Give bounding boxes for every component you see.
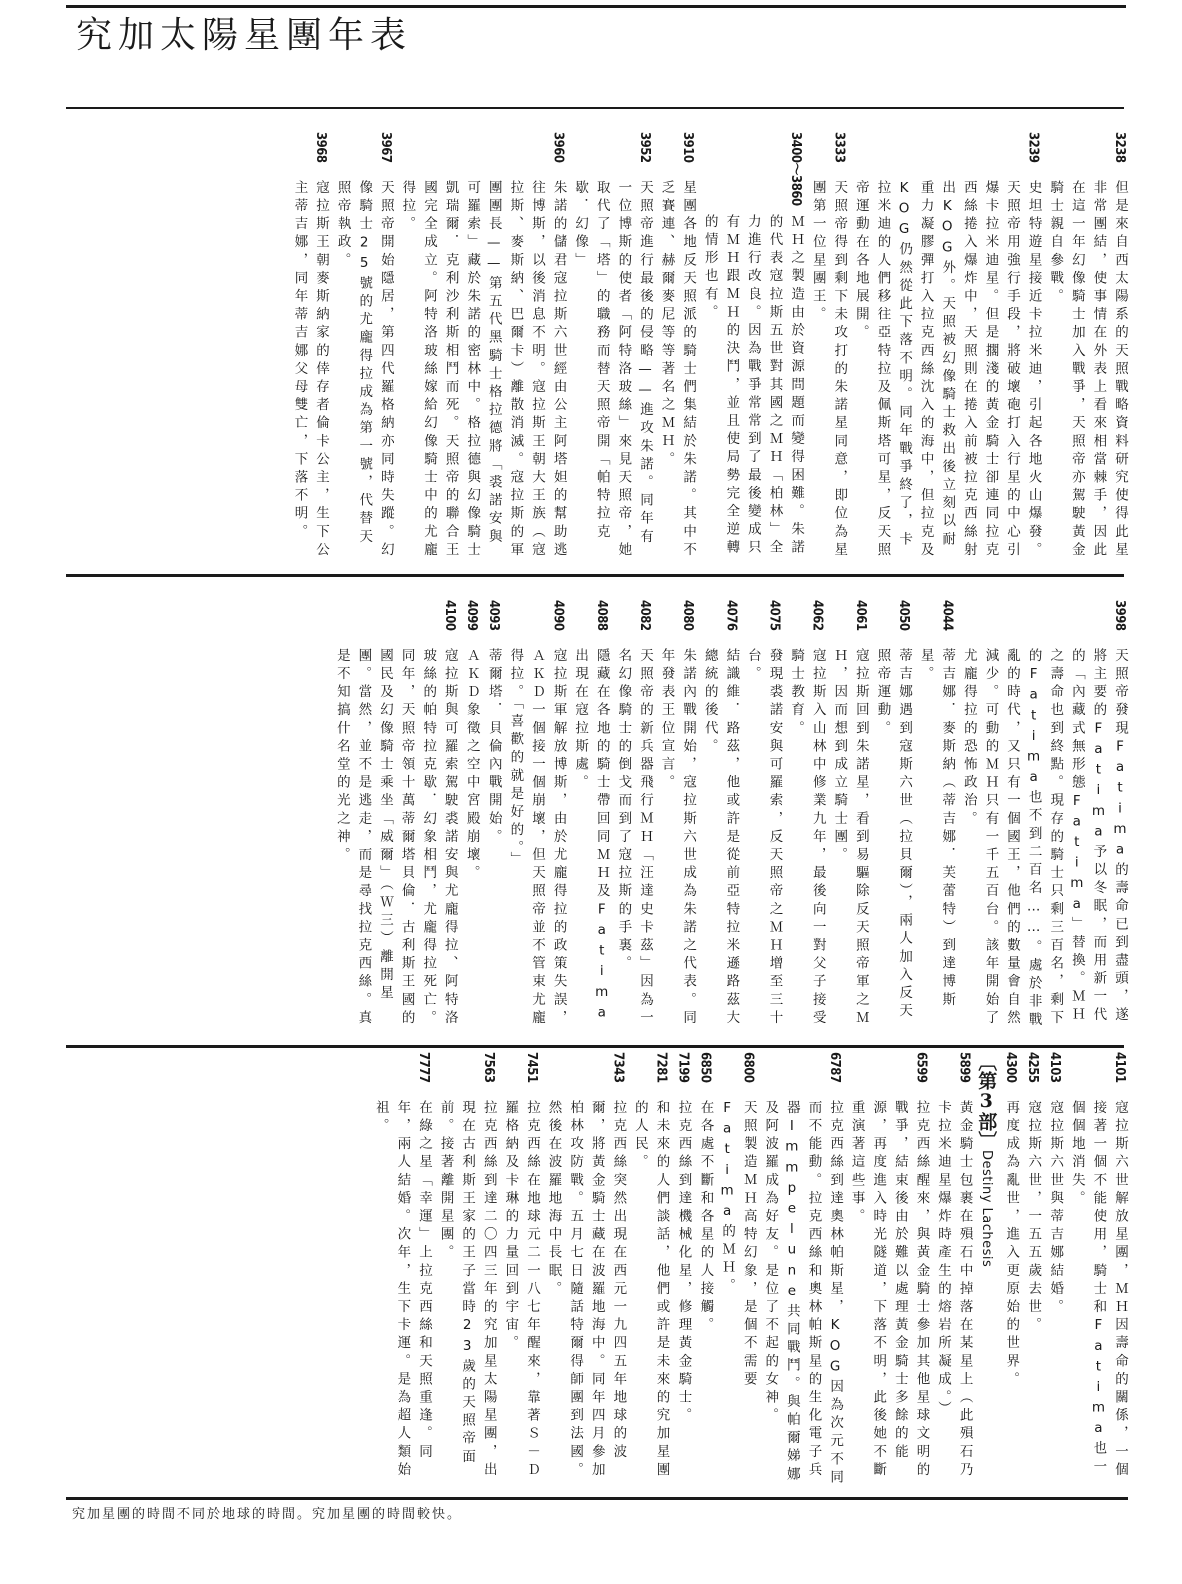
timeline-entry	[957, 600, 1130, 1032]
part-heading-subtitle: Destiny Lachesis	[979, 1150, 995, 1268]
entry-text: 寇拉斯六世與蒂吉娜結婚。	[1047, 1100, 1064, 1318]
entry-year: 3967	[377, 132, 393, 163]
entry-text: 星團各地反天照派的騎士們集結於朱諾。其中不乏賽連、赫爾麥尼等等著名之ＭＨ。	[658, 180, 697, 561]
entry-text: 天照帝得到剩下未攻打的朱諾星同意，即位為星團第一位星團王。	[809, 180, 848, 561]
entry-text: 但是來自西太陽系的天照戰略資料研究使得此星非常團結，使事情在外表上看來相當棘手，因此在這一年幻像騎士加入戰爭，天照帝亦駕駛黃金騎士親自參戰。	[1047, 180, 1128, 561]
section-divider-2	[66, 1045, 1124, 1048]
entry-year: 4093	[485, 600, 501, 631]
entry-year: 4044	[939, 600, 955, 631]
entry-text: 拉克西絲在地球元二一八七年醒來，靠著Ｓ－Ｄ羅格納及卡琳的力量回到宇宙。	[502, 1100, 540, 1481]
entry-text: 寇拉斯六世解放星團，ＭＨ因壽命的關係，一個接著一個不能使用，騎士和Fatima也一個個地消失。	[1068, 1100, 1128, 1481]
entry-year: 3952	[636, 132, 652, 163]
timeline-entry	[628, 1052, 671, 1492]
entry-year: 7777	[415, 1052, 431, 1083]
timeline-entry	[1044, 132, 1130, 562]
timeline-entry	[482, 600, 504, 1032]
entry-text: 天照製造ＭＨ高特幻象，是個不需要Fatima的ＭＨ。	[719, 1100, 757, 1390]
page-title: 究加太陽星團年表	[76, 15, 413, 56]
entry-text: 天照帝進行最後的侵略——進攻朱諾。同年有一位博斯的使者「阿特洛玻絲」來見天照帝，她取代了「塔」的職務而替天照帝開「帕特拉克歇．幻像」	[572, 180, 653, 561]
entry-text: 蒂爾塔．貝倫內戰開始。	[485, 648, 502, 848]
timeline-entry	[499, 1052, 542, 1492]
timeline-entry	[741, 600, 784, 1032]
timeline-entry	[698, 132, 806, 562]
entry-year: 4080	[680, 600, 696, 631]
timeline-entry	[785, 600, 828, 1032]
entry-year: 6599	[913, 1052, 929, 1083]
entry-year: 4101	[1112, 1052, 1127, 1083]
entry-year: 6787	[827, 1052, 843, 1083]
entry-year: 4090	[550, 600, 566, 631]
timeline-entry	[460, 600, 482, 1032]
entry-year: 3960	[550, 132, 566, 163]
entry-year: 3239	[1025, 132, 1041, 163]
entry-text: 寇拉斯回到朱諾星，看到易驅除反天照帝軍之ＭＨ，因而想到成立騎士團。	[831, 648, 869, 1029]
timeline-entry	[655, 132, 698, 562]
timeline-entry	[999, 1052, 1021, 1492]
entry-text: 天照帝開始隱居，第四代羅格納亦同時失蹤。幻像騎士25號的尤龐得拉成為第一號，代替天照帝執政。	[334, 180, 394, 561]
entry-year: 4062	[809, 600, 825, 631]
entry-text: 史坦特遊星接近卡拉米迪，引起各地火山爆發。天照帝用強行手段，將破壞砲打入行星的中心引爆卡拉米迪星。但是擱淺的黃金騎士卻連同拉克西絲捲入爆炸中，天照則在捲入前被拉克西絲射出KOG外。天照被幻像騎士救出後立刻以耐重力凝膠彈打入拉克西絲沈入的海中，但拉克及KOG仍然從此下落不明。同年戰爭終了，卡拉米迪的人們移往亞特拉及佩斯塔可星，反天照帝運動在各地展開。	[852, 180, 1042, 561]
entry-year: 3968	[313, 132, 329, 163]
entry-text: 再度成為亂世，進入更原始的世界。	[1003, 1100, 1020, 1390]
part-heading	[975, 1052, 1000, 1492]
timeline-entry	[331, 132, 396, 562]
part-heading-mark: 〔第3部〕	[975, 1052, 998, 1150]
entry-text: 在綠之星「幸運」上拉克西絲和天照重逢。同年，兩人結婚。次年，生下卡運。是為超人類始祖。	[372, 1100, 432, 1481]
timeline-entry	[672, 1052, 694, 1492]
entry-text: 拉克西絲突然出現在西元一九四五年地球的波爾，將黃金騎士藏在波羅地海中。同年四月參加柏林攻防戰。五月七日隨話特爾得師團到法國。然後在波羅地海中長眠。	[545, 1100, 627, 1481]
entry-year: 6850	[697, 1052, 713, 1083]
entry-text: 發現裘諾安與可羅索，反天照帝之ＭＨ增至三十台。	[744, 648, 783, 1029]
timeline-entry	[655, 600, 698, 1032]
timeline-entry	[759, 1052, 845, 1492]
timeline-entry	[569, 132, 655, 562]
entry-year: 7281	[653, 1052, 669, 1083]
timeline-entry	[1021, 1052, 1043, 1492]
entry-text: 拉克西絲醒來，與黃金騎士參加其他星球文明的戰爭，結束後由於難以處理黃金騎士多餘的能源，再度進入時光隧道，下落不明，此後她不斷重演著這些事。	[848, 1100, 930, 1481]
entry-text: 蒂吉娜遇到寇斯六世（拉貝爾），兩人加入反天照帝運動。	[874, 648, 913, 1022]
entry-year: 6800	[740, 1052, 756, 1083]
entry-text: 在各處不斷和各星的人接觸。	[697, 1100, 714, 1336]
entry-text: ＡＫＤ象徵之空中宮殿崩壞。	[463, 648, 480, 884]
timeline-entry	[330, 600, 460, 1032]
entry-text: 寇拉斯六世，一五五歲去世。	[1025, 1100, 1042, 1336]
entry-year: 5899	[956, 1052, 972, 1083]
entry-text: ＭＨ之製造由於資源問題而變得困難。朱諾的代表寇拉斯五世對其國之ＭＨ「柏林」全力進行改良。因為戰爭常常到了最後變成只有ＭＨ跟ＭＨ的決鬥，並且使局勢完全逆轉的情形也有。	[701, 213, 805, 558]
entry-text: 蒂吉娜．麥斯納（蒂吉娜．芙蕾特）到達博斯星。	[917, 648, 956, 1010]
entry-year: 4103	[1047, 1052, 1063, 1083]
title-underline	[66, 107, 1124, 109]
timeline-entry	[288, 132, 331, 562]
timeline-entry	[914, 600, 957, 1032]
timeline-entry	[569, 600, 612, 1032]
entry-year: 3910	[680, 132, 696, 163]
entry-text: 黃金騎士包裹在殞石中掉落在某星上（此殞石乃卡拉米迪星爆炸時產生的熔岩所凝成。）	[935, 1100, 973, 1481]
entry-year: 4300	[1003, 1052, 1019, 1083]
bottom-rule	[66, 1497, 1128, 1500]
entry-text: 結識維．路茲，他或許是從前亞特拉米遜路茲大總統的後代。	[701, 648, 740, 1029]
entry-text: 朱諾的儲君寇拉斯六世經由公主阿塔妲的幫助逃往博斯，以後消息不明。寇拉斯王朝大王族（寇拉斯、麥斯納、巴爾卡）離散消滅。寇拉斯的軍團團長——第五代黑騎士格拉德將「裘諾安與可羅索」藏於朱諾的密林中。格拉德與幻像騎士凱瑞爾．克利沙利斯相鬥而死。天照帝的聯合王國完全成立。阿特洛玻絲嫁給幻像騎士中的尤龐得拉。	[399, 180, 567, 561]
timeline-entry	[931, 1052, 974, 1492]
timeline-entry	[369, 1052, 434, 1492]
entry-text: 天照帝的新兵器飛行ＭＨ「汪達史卡茲」因為一名幻像騎士的倒戈而到了寇拉斯的手裏。	[615, 648, 653, 1029]
entry-year: 3400〜3860	[788, 132, 804, 206]
entry-year: 4088	[593, 600, 609, 631]
entry-year: 3333	[831, 132, 847, 163]
entry-year: 4255	[1025, 1052, 1041, 1083]
entry-year: 3998	[1112, 600, 1127, 631]
entry-text: 拉克西絲到達奧林帕斯星，KOG因為次元不同而不能動。拉克西絲和奧林帕斯星的生化電子兵器Immpelune共同戰鬥。與帕爾娣娜及阿波羅成為好友。是位了不起的女神。	[762, 1100, 844, 1488]
entry-text: 寇拉斯入山林中修業九年，最後向一對父子接受騎士教育。	[788, 648, 826, 1029]
timeline-entry	[845, 1052, 931, 1492]
entry-text: 拉克西絲到達二〇四三年的究加星太陽星團，出現在古利斯王家的王子當時23歲的天照帝面前。接著離開星團。	[437, 1100, 497, 1481]
entry-year: 7343	[610, 1052, 626, 1083]
timeline-section-1	[62, 132, 1130, 562]
timeline-section-3	[62, 1052, 1130, 1492]
entry-text: 和未來的人們談話，他們或許是未來的究加星團的人民。	[631, 1100, 670, 1481]
entry-year: 4082	[636, 600, 652, 631]
timeline-entry	[871, 600, 914, 1032]
timeline-entry	[434, 1052, 499, 1492]
entry-year: 3238	[1112, 132, 1127, 163]
entry-text: 寇拉斯與可羅索駕駛裘諾安與尤龐得拉、阿特洛玻絲的帕特拉克歇．幻象相鬥，尤龐得拉死亡。同年，天照帝領十萬蒂爾塔貝倫．古利斯王國的國民及幻像騎士乘坐「威爾」（Ｗ三）離開星團。當然，並不是逃走，而是尋找拉克西絲。真是不知搞什名堂的光之神。	[333, 648, 458, 1029]
timeline-entry	[542, 1052, 628, 1492]
timeline-entry	[698, 600, 741, 1032]
entry-text: 寇拉斯軍解放博斯，由於尤龐得拉的政策失誤，ＡＫＤ一個接一個崩壞，但天照帝並不管束尤龐得拉。「喜歡的就是好的。」	[507, 648, 567, 1029]
entry-text: 拉克西絲到達機械化星，修理黃金騎士。	[675, 1100, 692, 1426]
entry-year: 4050	[896, 600, 912, 631]
timeline-entry	[849, 132, 1043, 562]
timeline-entry	[694, 1052, 716, 1492]
entry-year: 4076	[723, 600, 739, 631]
section-divider-1	[66, 574, 1124, 577]
entry-year: 7451	[523, 1052, 539, 1083]
entry-year: 4100	[441, 600, 457, 631]
timeline-entry	[612, 600, 655, 1032]
timeline-entry	[1065, 1052, 1130, 1492]
entry-year: 4075	[766, 600, 782, 631]
entry-year: 4061	[852, 600, 868, 631]
timeline-entry	[828, 600, 871, 1032]
entry-text: 隱藏在各地的騎士帶回同ＭＨ及Fatima出現在寇拉斯處。	[572, 648, 610, 1025]
timeline-entry	[806, 132, 849, 562]
entry-text: 寇拉斯王朝麥斯納家的倖存者倫卡公主，生下公主蒂吉娜，同年蒂吉娜父母雙亡，下落不明。	[291, 180, 330, 561]
timeline-section-2	[62, 600, 1130, 1032]
entry-text: 朱諾內戰開始，寇拉斯六世成為朱諾之代表。同年發表王位宣言。	[658, 648, 697, 1029]
timeline-entry	[396, 132, 569, 562]
timeline-entry	[504, 600, 569, 1032]
footnote: 究加星團的時間不同於地球的時間。究加星團的時間較快。	[72, 1507, 463, 1522]
entry-year: 4099	[463, 600, 479, 631]
entry-text: 天照帝發現Fatima的壽命已到盡頭，遂將主要的Fatima予以冬眠，而用新一代的「內藏式無形態Fatima」替換。ＭＨ之壽命也到終點。現存的騎士只剩三百名，剩下的Fatima也不到二百名……。處於非戰亂的時代，又只有一個國王，他們的數量會自然減少。可動的ＭＨ只有一千五百台。該年開始了尤龐得拉的恐怖政治。	[960, 648, 1128, 1030]
entry-year: 7563	[480, 1052, 496, 1083]
timeline-entry	[1043, 1052, 1065, 1492]
timeline-entry	[716, 1052, 759, 1492]
top-rule	[66, 5, 1126, 8]
entry-year: 7199	[675, 1052, 691, 1083]
